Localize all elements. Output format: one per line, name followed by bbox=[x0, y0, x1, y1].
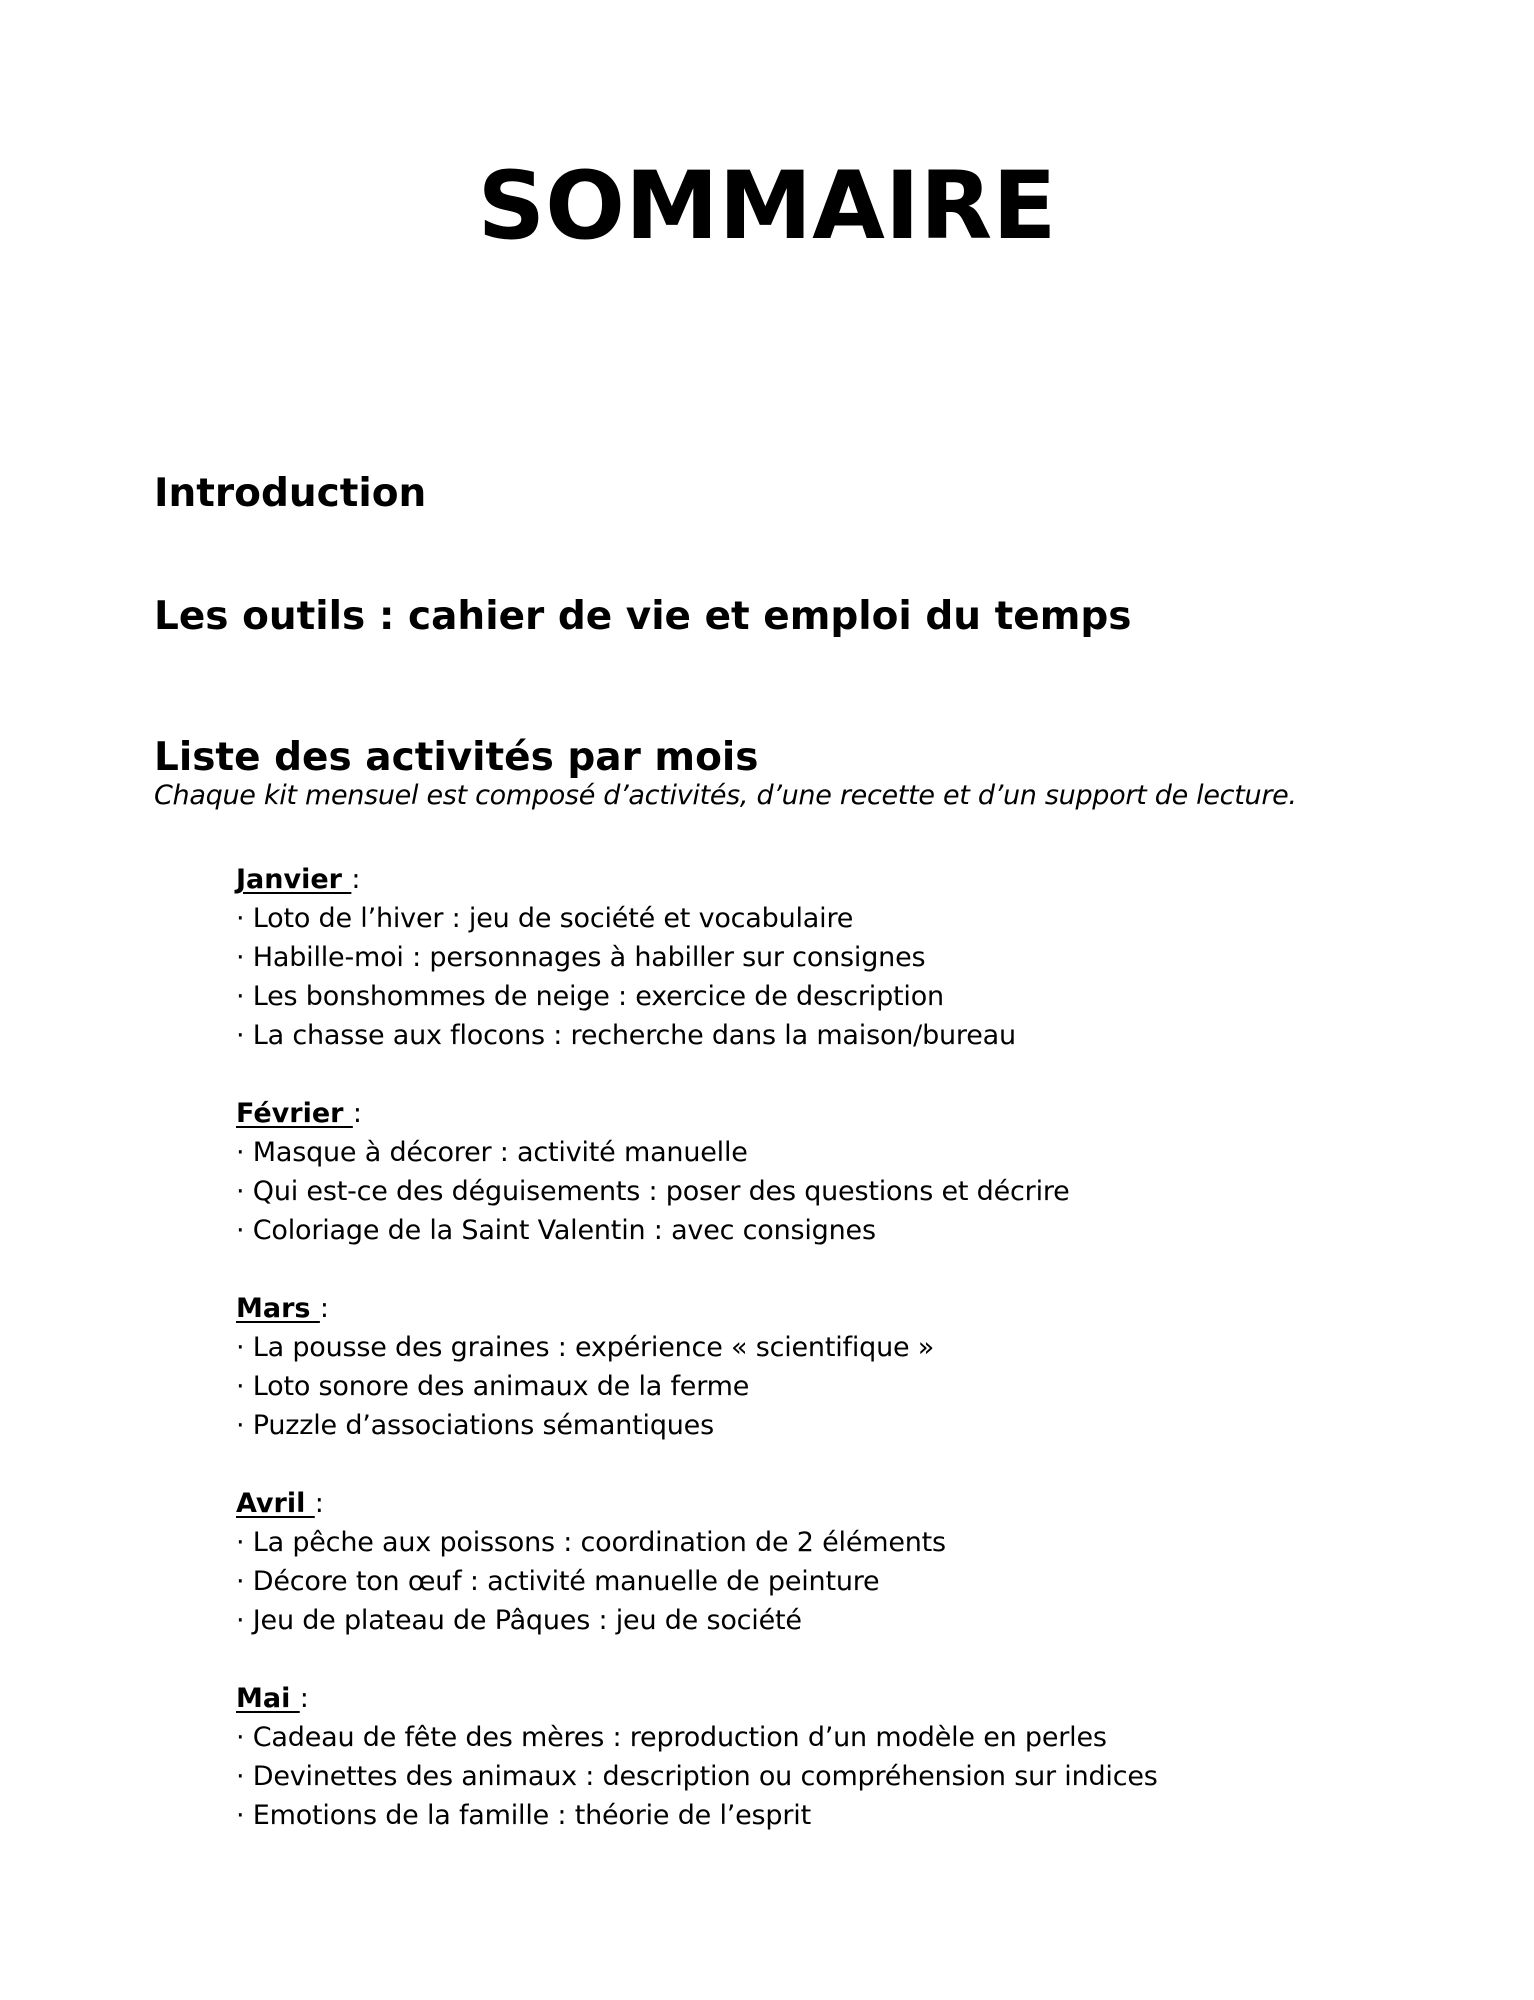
activity-item: · Coloriage de la Saint Valentin : avec consignes bbox=[236, 1215, 876, 1246]
month-name: Mai bbox=[236, 1683, 300, 1714]
activity-item: · Décore ton œuf : activité manuelle de peinture bbox=[236, 1566, 880, 1597]
month-heading bbox=[236, 1289, 1436, 1328]
page-title: SOMMAIRE bbox=[477, 152, 1057, 261]
activity-item: · Jeu de plateau de Pâques : jeu de société bbox=[236, 1605, 802, 1636]
month-heading bbox=[236, 1094, 1436, 1133]
month-colon: : bbox=[299, 1683, 309, 1714]
section-heading-introduction: Introduction bbox=[154, 471, 427, 516]
month-list bbox=[236, 860, 1436, 1874]
month-name: Mars bbox=[236, 1293, 320, 1324]
month-name: Avril bbox=[236, 1488, 315, 1519]
section-heading-activity-list: Liste des activités par mois bbox=[154, 735, 759, 780]
month-colon: : bbox=[319, 1293, 329, 1324]
month-heading bbox=[236, 860, 1436, 899]
activity-item: · La chasse aux flocons : recherche dans la maison/bureau bbox=[236, 1020, 1016, 1051]
month-heading bbox=[236, 1484, 1436, 1523]
month-name: Janvier bbox=[236, 864, 352, 895]
activity-item: · Emotions de la famille : théorie de l’esprit bbox=[236, 1800, 811, 1831]
month-colon: : bbox=[351, 864, 361, 895]
section-heading-tools: Les outils : cahier de vie et emploi du temps bbox=[154, 594, 1132, 639]
month-block-fevrier bbox=[236, 1094, 1436, 1250]
activity-item: · Cadeau de fête des mères : reproduction d’un modèle en perles bbox=[236, 1722, 1107, 1753]
activity-item: · Les bonshommes de neige : exercice de description bbox=[236, 981, 944, 1012]
month-colon: : bbox=[352, 1098, 362, 1129]
month-heading bbox=[236, 1679, 1436, 1718]
activity-item: · Devinettes des animaux : description ou compréhension sur indices bbox=[236, 1761, 1158, 1792]
activity-item: · Puzzle d’associations sémantiques bbox=[236, 1410, 714, 1441]
activity-list-subtitle: Chaque kit mensuel est composé d’activités, d’une recette et d’un support de lecture. bbox=[154, 780, 1297, 811]
activity-item: · Loto de l’hiver : jeu de société et vocabulaire bbox=[236, 903, 854, 934]
month-block-mai bbox=[236, 1679, 1436, 1835]
activity-item: · La pêche aux poissons : coordination de 2 éléments bbox=[236, 1527, 946, 1558]
month-block-janvier bbox=[236, 860, 1436, 1055]
month-name: Février bbox=[236, 1098, 353, 1129]
month-block-avril bbox=[236, 1484, 1436, 1640]
activity-item: · Loto sonore des animaux de la ferme bbox=[236, 1371, 750, 1402]
activity-item: · Qui est-ce des déguisements : poser des questions et décrire bbox=[236, 1176, 1070, 1207]
activity-item: · La pousse des graines : expérience « scientifique » bbox=[236, 1332, 935, 1363]
month-block-mars bbox=[236, 1289, 1436, 1445]
activity-item: · Masque à décorer : activité manuelle bbox=[236, 1137, 748, 1168]
activity-item: · Habille-moi : personnages à habiller sur consignes bbox=[236, 942, 926, 973]
month-colon: : bbox=[314, 1488, 324, 1519]
